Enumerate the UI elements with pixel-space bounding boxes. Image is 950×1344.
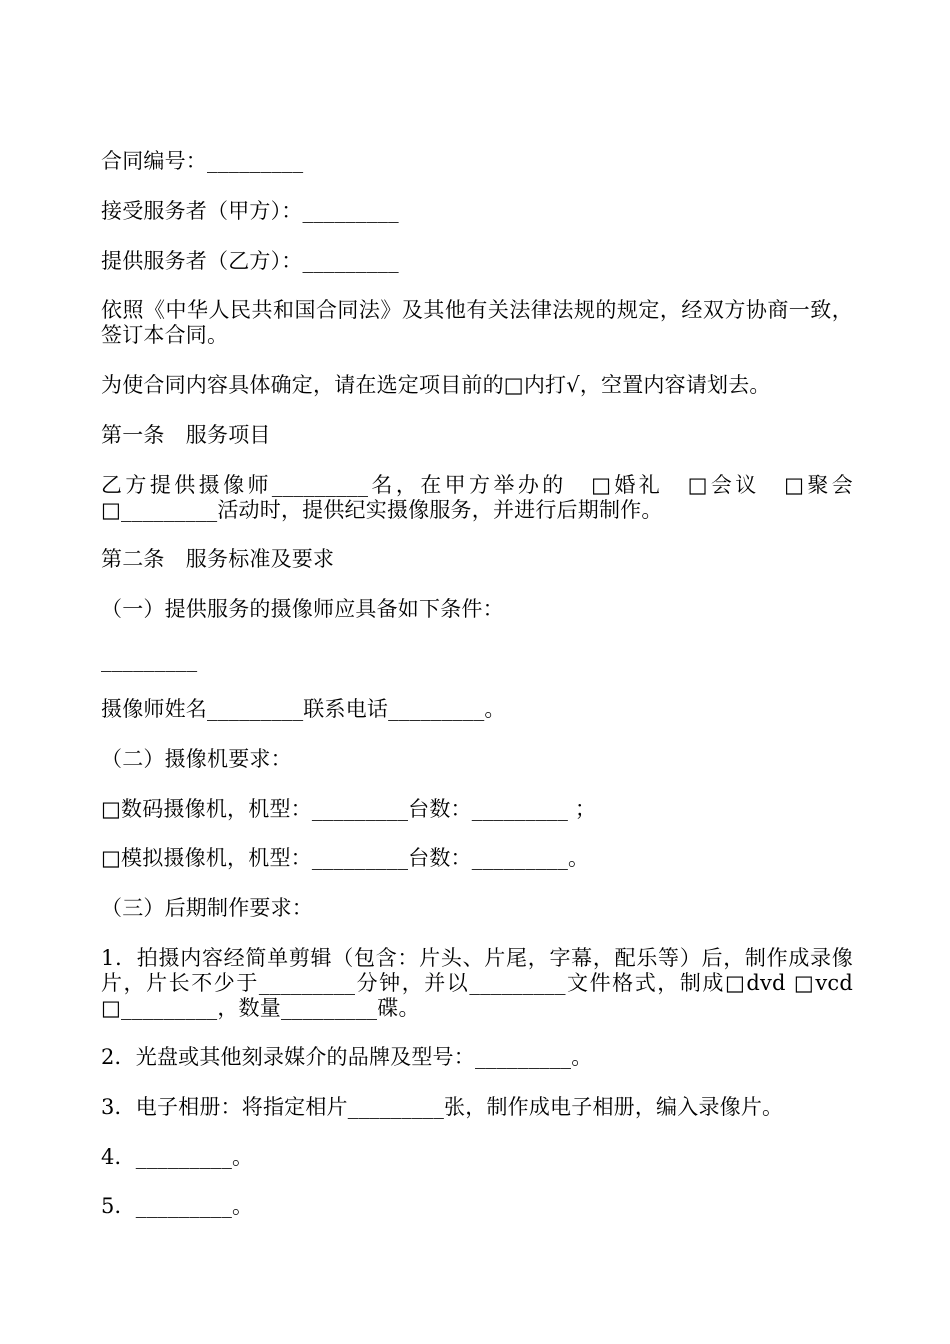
photographer-line: 摄像师姓名_________联系电话_________。 [101, 697, 506, 721]
article-1-title: 第一条 服务项目 [101, 423, 271, 447]
requirement-2: 2．光盘或其他刻录媒介的品牌及型号：_________。 [101, 1045, 593, 1069]
instruction-paragraph: 为使合同内容具体确定，请在选定项目前的□内打√，空置内容请划去。 [101, 373, 771, 397]
requirement-1: 1．拍摄内容经简单剪辑（包含：片头、片尾，字幕，配乐等）后，制作成录像片，片长不少于_________分钟，并以_________文件格式，制成□dvd □vcd □_________，数量_________碟。 [101, 946, 875, 1020]
preamble-paragraph: 依照《中华人民共和国合同法》及其他有关法律法规的规定，经双方协商一致，签订本合同。 [101, 298, 853, 347]
requirement-4: 4．_________。 [101, 1145, 254, 1169]
camera-digital-line: □数码摄像机，机型：_________台数：_________ ； [101, 797, 597, 821]
camera-analog-line: □模拟摄像机，机型：_________台数：_________。 [101, 846, 590, 870]
requirement-5: 5．_________。 [101, 1194, 254, 1218]
item-1-title: （一）提供服务的摄像师应具备如下条件： [101, 597, 504, 621]
article-2-title: 第二条 服务标准及要求 [101, 547, 335, 571]
item-1-blank: _________ [101, 648, 198, 672]
party-a-line: 接受服务者（甲方）：_________ [101, 199, 399, 223]
contract-number-line: 合同编号：_________ [101, 149, 304, 173]
item-2-title: （二）摄像机要求： [101, 747, 292, 771]
item-3-title: （三）后期制作要求： [101, 896, 313, 920]
party-b-line: 提供服务者（乙方）：_________ [101, 249, 399, 273]
requirement-3: 3．电子相册：将指定相片_________张，制作成电子相册，编入录像片。 [101, 1095, 784, 1119]
article-1-body: 乙方提供摄像师_________名，在甲方举办的 □婚礼 □会议 □聚会□_________活动时，提供纪实摄像服务，并进行后期制作。 [101, 473, 853, 522]
